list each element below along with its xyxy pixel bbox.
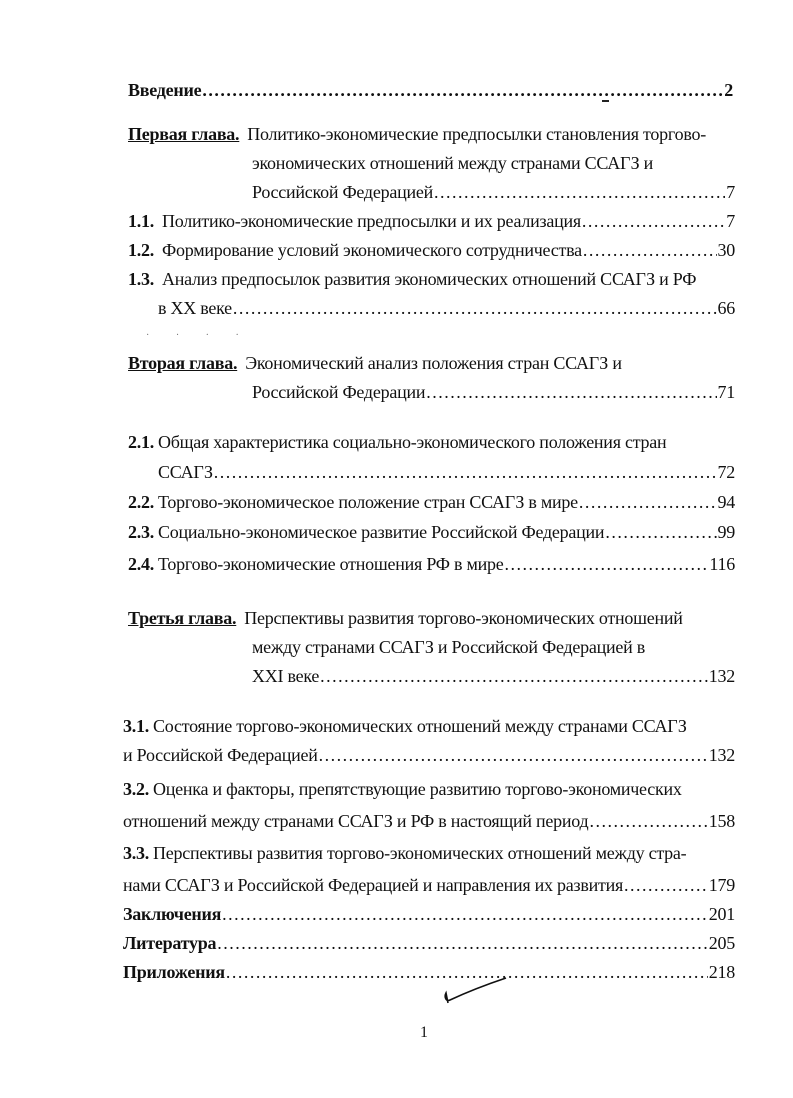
dot-leader	[434, 180, 725, 204]
section-number: 2.3.	[128, 522, 154, 542]
handwritten-mark	[440, 975, 510, 1005]
toc-page: 72	[717, 462, 735, 482]
toc-page: 218	[708, 962, 735, 982]
section-title: Политико-экономические предпосылки и их реализация	[162, 211, 581, 231]
toc-page: 94	[717, 492, 735, 512]
section-number: 2.4.	[128, 554, 154, 574]
toc-section-2-3	[128, 520, 735, 544]
section-title: нами ССАГЗ и Российской Федерацией и направления их развития	[123, 875, 624, 895]
section-title-line	[123, 873, 735, 897]
scan-specks: · · · ·	[146, 330, 251, 341]
toc-section-2-1	[128, 430, 666, 454]
toc-page: 158	[708, 811, 735, 831]
chapter-title-line	[252, 380, 735, 404]
section-title: отношений между странами ССАГЗ и РФ в настоящий период	[123, 811, 589, 831]
toc-section-3-2	[123, 777, 682, 801]
dot-leader	[214, 460, 717, 484]
section-number: 1.1.	[128, 211, 154, 231]
chapter-title: Экономический анализ положения стран ССАГЗ и	[245, 353, 622, 373]
toc-page: 71	[717, 382, 735, 402]
chapter-title: Перспективы развития торгово-экономических отношений	[244, 608, 683, 628]
section-title: Оценка и факторы, препятствующие развитию торгово-экономических	[153, 779, 682, 799]
chapter-title-text: экономических отношений между странами ССАГЗ и	[252, 153, 654, 173]
section-number: 1.3.	[128, 269, 154, 289]
toc-appendix	[123, 960, 735, 984]
dot-leader	[505, 552, 709, 576]
toc-page: 201	[708, 904, 735, 924]
section-number: 3.1.	[123, 716, 149, 736]
section-title: и Российской Федерацией	[123, 745, 318, 765]
toc-section-2-2	[128, 490, 735, 514]
toc-section-1-3	[128, 267, 696, 291]
toc-section-2-4	[128, 552, 735, 576]
section-title: Социально-экономическое развитие Российской Федерации	[158, 522, 605, 542]
chapter-title: Политико-экономические предпосылки становления торгово-	[247, 124, 706, 144]
toc-page: 205	[708, 933, 735, 953]
toc-page: 179	[708, 875, 735, 895]
toc-page: 7	[726, 211, 735, 231]
dot-leader	[320, 664, 708, 688]
chapter-label: Первая глава.	[128, 124, 240, 144]
chapter-title-text: Российской Федерацией	[252, 182, 433, 202]
dot-leader	[605, 520, 716, 544]
section-title: Состояние торгово-экономических отношений между странами ССАГЗ	[153, 716, 687, 736]
chapter-title-text: Российской Федерации	[252, 382, 426, 402]
section-title: Формирование условий экономического сотрудничества	[162, 240, 582, 260]
chapter-label: Третья глава.	[128, 608, 237, 628]
toc-entry-title: Заключения	[123, 904, 222, 924]
chapter-title-line	[252, 664, 735, 688]
chapter-title-line	[252, 180, 735, 204]
dot-leader	[233, 296, 717, 320]
toc-entry-title: Литература	[123, 933, 217, 953]
dot-leader	[217, 931, 707, 955]
section-number: 2.2.	[128, 492, 154, 512]
page-number: 1	[420, 1024, 428, 1041]
toc-page: 132	[708, 745, 735, 765]
section-number: 3.3.	[123, 843, 149, 863]
toc-page: 132	[708, 666, 735, 686]
toc-page: 66	[717, 298, 735, 318]
toc-entry-title: Приложения	[123, 962, 225, 982]
chapter-label: Вторая глава.	[128, 353, 238, 373]
section-title-line	[123, 743, 735, 767]
toc-section-1-1	[128, 209, 735, 233]
section-title-line	[158, 460, 735, 484]
dot-leader	[582, 209, 725, 233]
chapter-title-text: XXI веке	[252, 666, 320, 686]
section-title-line	[158, 296, 735, 320]
toc-literature	[123, 931, 735, 955]
toc-chapter-2	[128, 351, 622, 375]
toc-section-3-3	[123, 841, 686, 865]
toc-section-1-2	[128, 238, 735, 262]
scan-mark	[602, 100, 609, 102]
section-title: ССАГЗ	[158, 462, 213, 482]
section-title: Анализ предпосылок развития экономических отношений ССАГЗ и РФ	[162, 269, 697, 289]
chapter-title-text: между странами ССАГЗ и Российской Федерацией в	[252, 637, 646, 657]
dot-leader	[202, 78, 723, 102]
toc-page: 116	[709, 554, 735, 574]
dot-leader	[579, 490, 717, 514]
dot-leader	[426, 380, 716, 404]
toc-chapter-1	[128, 122, 735, 146]
toc-section-3-1	[123, 714, 687, 738]
toc-entry-title: Введение	[128, 80, 202, 100]
section-number: 1.2.	[128, 240, 154, 260]
dot-leader	[583, 238, 717, 262]
section-title: Общая характеристика социально-экономического положения стран	[158, 432, 667, 452]
section-number: 3.2.	[123, 779, 149, 799]
chapter-title-line	[252, 151, 653, 175]
section-title: Торгово-экономическое положение стран ССАГЗ в мире	[158, 492, 578, 512]
dot-leader	[222, 902, 708, 926]
section-title-line	[123, 809, 735, 833]
section-title: Торгово-экономические отношения РФ в мире	[158, 554, 504, 574]
toc-conclusion	[123, 902, 735, 926]
toc-chapter-3	[128, 606, 683, 630]
toc-page: 30	[717, 240, 735, 260]
toc-page: 7	[726, 182, 735, 202]
dot-leader	[624, 873, 708, 897]
section-title: Перспективы развития торгово-экономических отношений между стра-	[153, 843, 687, 863]
dot-leader	[319, 743, 708, 767]
toc-page: 2	[724, 80, 733, 100]
toc-intro	[128, 78, 733, 102]
toc-page: 99	[717, 522, 735, 542]
dot-leader	[589, 809, 707, 833]
chapter-title-line	[252, 635, 645, 659]
section-number: 2.1.	[128, 432, 154, 452]
section-title: в XX веке	[158, 298, 232, 318]
